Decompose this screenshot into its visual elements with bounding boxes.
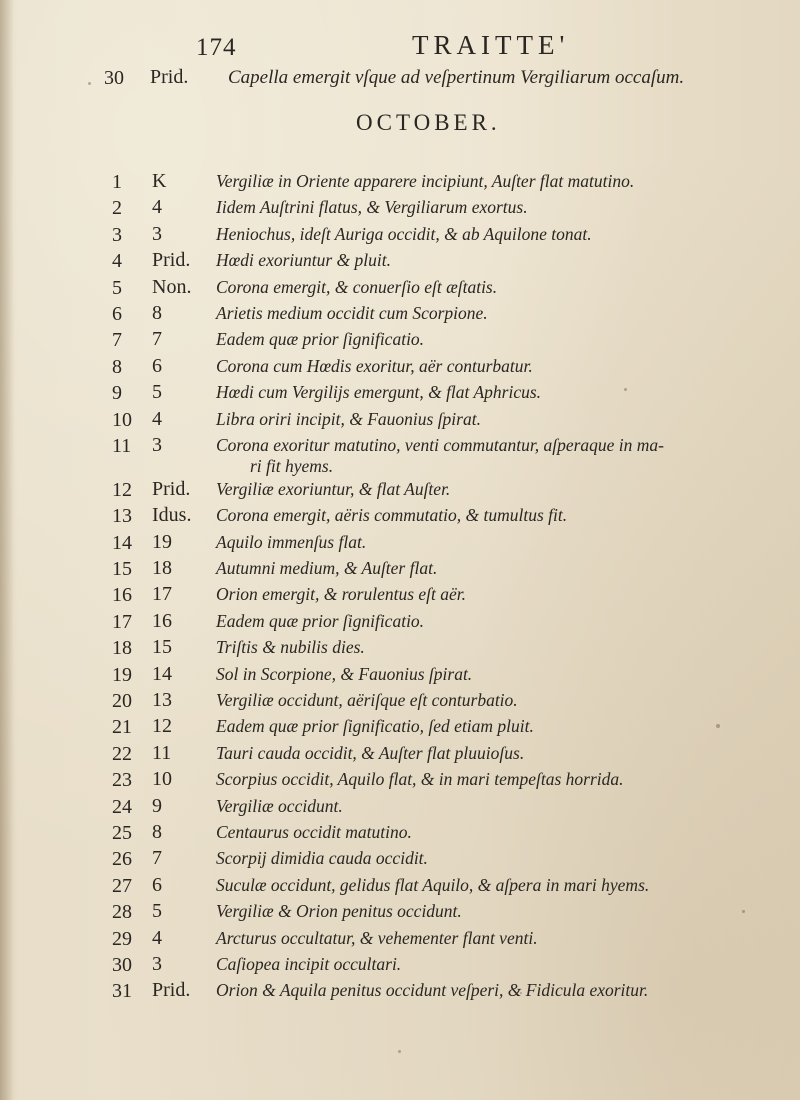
entry-roman-day: Idus. xyxy=(152,504,192,527)
entry-roman-day: 8 xyxy=(152,301,162,324)
entry-text: Scorpius occidit, Aquilo flat, & in mari tempeſtas horrida. xyxy=(216,769,624,790)
entry-text: Sol in Scorpione, & Fauonius ſpirat. xyxy=(216,663,473,684)
calendar-entry xyxy=(0,581,800,607)
entry-roman-day: 4 xyxy=(152,407,162,430)
calendar-entry xyxy=(0,898,800,924)
entry-roman-day: 16 xyxy=(152,609,172,632)
entry-text: Triſtis & nubilis dies. xyxy=(216,637,365,658)
entry-roman-day: 9 xyxy=(152,794,162,817)
entry-text: Heniochus, ideſt Auriga occidit, & ab Aquilone tonat. xyxy=(216,223,592,244)
entry-roman-day: 5 xyxy=(152,900,162,923)
entry-day-number: 27 xyxy=(112,874,132,897)
entry-roman-day: K xyxy=(152,170,167,192)
calendar-entry xyxy=(0,353,800,379)
calendar-entry xyxy=(0,247,800,273)
entry-day-number: 29 xyxy=(112,927,132,950)
entry-day-number: 4 xyxy=(112,250,122,273)
entry-day-number: 15 xyxy=(112,558,132,581)
entry-roman-day: 14 xyxy=(152,662,172,685)
calendar-entry xyxy=(0,168,800,194)
entry-roman-day: Prid. xyxy=(152,249,191,272)
entry-text: Corona emergit, & conuerſio eſt æſtatis. xyxy=(216,276,498,297)
page-header xyxy=(0,28,800,64)
entry-roman-day: 3 xyxy=(152,952,162,975)
entry-text xyxy=(216,435,776,477)
entry-text: Scorpij dimidia cauda occidit. xyxy=(216,848,428,869)
calendar-entry xyxy=(0,872,800,898)
calendar-entry xyxy=(0,951,800,977)
entry-roman-day: 4 xyxy=(152,926,162,949)
entry-day-number: 10 xyxy=(112,408,132,431)
entry-day-number: 16 xyxy=(112,584,132,607)
calendar-entry xyxy=(0,766,800,792)
entry-text: Arcturus occultatur, & vehementer flant venti. xyxy=(216,927,538,948)
entry-text: Iidem Auſtrini flatus, & Vergiliarum exortus. xyxy=(216,197,528,218)
entry-text: Centaurus occidit matutino. xyxy=(216,821,412,842)
calendar-entry xyxy=(0,326,800,352)
entry-day-number: 18 xyxy=(112,637,132,660)
calendar-entry xyxy=(0,661,800,687)
entry-text-continuation: ri fit hyems. xyxy=(250,455,334,476)
calendar-entry xyxy=(0,555,800,581)
entry-text: Vergiliæ & Orion penitus occidunt. xyxy=(216,901,462,922)
entry-text: Eadem quæ prior ſignificatio. xyxy=(216,329,425,350)
entry-day-number: 1 xyxy=(112,171,122,193)
entry-text: Hœdi exoriuntur & pluit. xyxy=(216,250,391,271)
entry-roman-day: 10 xyxy=(152,768,172,791)
calendar-entry xyxy=(0,432,800,476)
entry-text: Vergiliæ occidunt. xyxy=(216,795,343,816)
entry-roman-day: 7 xyxy=(152,847,162,870)
calendar-entry xyxy=(0,502,800,528)
entry-text: Aquilo immenſus flat. xyxy=(216,531,367,552)
entry-text: Caſiopea incipit occultari. xyxy=(216,953,402,974)
entry-text: Tauri cauda occidit, & Auſter flat pluuioſus. xyxy=(216,742,525,763)
calendar-entry xyxy=(0,300,800,326)
entry-roman-day: 17 xyxy=(152,583,172,606)
calendar-entry xyxy=(0,194,800,220)
entry-text: Vergiliæ occidunt, aëriſque eſt conturbatio. xyxy=(216,690,518,711)
calendar-entry xyxy=(0,793,800,819)
entry-roman-day: Non. xyxy=(152,275,192,298)
entry-day-number: 24 xyxy=(112,795,132,818)
entry-text: Hœdi cum Vergilijs emergunt, & flat Aphricus. xyxy=(216,382,542,403)
calendar-entry xyxy=(0,476,800,502)
calendar-entries xyxy=(0,168,800,1004)
entry-day-number: 13 xyxy=(112,505,132,528)
entry-roman-day: Prid. xyxy=(152,477,191,500)
paper-speck xyxy=(398,1050,401,1053)
entry-text: Corona emergit, aëris commutatio, & tumultus fit. xyxy=(216,505,568,526)
calendar-entry xyxy=(0,740,800,766)
entry-day-number: 17 xyxy=(112,610,132,633)
entry-day-number: 25 xyxy=(112,821,132,844)
entry-day-number: 12 xyxy=(112,478,132,501)
entry-day-number: 14 xyxy=(112,531,132,554)
entry-day-number: 22 xyxy=(112,742,132,765)
entry-text: Capella emergit vſque ad veſpertinum Vergiliarum occaſum. xyxy=(228,67,685,88)
entry-roman-day: 3 xyxy=(152,222,162,245)
calendar-entry xyxy=(0,379,800,405)
entry-roman-day: 4 xyxy=(152,196,162,219)
entry-day-number: 9 xyxy=(112,382,122,405)
entry-day-number: 2 xyxy=(112,197,122,220)
entry-roman-day: 6 xyxy=(152,354,162,377)
calendar-entry xyxy=(0,687,800,713)
entry-day-number: 7 xyxy=(112,329,122,352)
entry-day-number: 3 xyxy=(112,223,122,246)
entry-text: Autumni medium, & Auſter flat. xyxy=(216,558,438,579)
entry-text: Vergiliæ exoriuntur, & flat Auſter. xyxy=(216,478,451,499)
carryover-entry xyxy=(0,64,800,96)
calendar-entry xyxy=(0,406,800,432)
entry-text: Eadem quæ prior ſignificatio, ſed etiam pluit. xyxy=(216,716,534,737)
running-title: TRAITTE' xyxy=(412,30,570,60)
calendar-entry xyxy=(0,713,800,739)
entry-roman-day: 8 xyxy=(152,820,162,843)
entry-text: Libra oriri incipit, & Fauonius ſpirat. xyxy=(216,408,481,429)
entry-day-number: 23 xyxy=(112,769,132,792)
entry-text: Arietis medium occidit cum Scorpione. xyxy=(216,302,488,323)
entry-roman-day: 11 xyxy=(152,741,172,764)
entry-day-number: 11 xyxy=(112,434,132,457)
entry-roman-day: Prid. xyxy=(150,66,189,88)
entry-roman-day: 5 xyxy=(152,381,162,404)
entry-roman-day: 12 xyxy=(152,715,172,738)
calendar-entry xyxy=(0,221,800,247)
entry-day-number: 6 xyxy=(112,302,122,325)
entry-text-line: Corona exoritur matutino, venti commutantur, aſperaque in ma- xyxy=(216,434,664,455)
calendar-entry xyxy=(0,977,800,1003)
entry-roman-day: 6 xyxy=(152,873,162,896)
entry-day-number: 19 xyxy=(112,663,132,686)
entry-day-number: 21 xyxy=(112,716,132,739)
entry-text: Orion emergit, & rorulentus eſt aër. xyxy=(216,584,467,605)
entry-day-number: 30 xyxy=(112,953,132,976)
entry-text: Vergiliæ in Oriente apparere incipiunt, Auſter flat matutino. xyxy=(216,171,635,191)
calendar-entry xyxy=(0,608,800,634)
calendar-entry xyxy=(0,845,800,871)
entry-roman-day: 3 xyxy=(152,433,162,456)
entry-roman-day: Prid. xyxy=(152,979,191,1002)
page-number: 174 xyxy=(196,34,237,61)
calendar-entry xyxy=(0,819,800,845)
entry-day-number: 30 xyxy=(104,67,124,89)
entry-roman-day: 13 xyxy=(152,689,172,712)
entry-roman-day: 19 xyxy=(152,530,172,553)
entry-day-number: 5 xyxy=(112,276,122,299)
entry-text: Eadem quæ prior ſignificatio. xyxy=(216,610,425,631)
entry-roman-day: 7 xyxy=(152,328,162,351)
entry-roman-day: 18 xyxy=(152,557,172,580)
entry-day-number: 26 xyxy=(112,848,132,871)
entry-text: Suculæ occidunt, gelidus flat Aquilo, & aſpera in mari hyems. xyxy=(216,874,650,895)
calendar-entry xyxy=(0,529,800,555)
month-heading: OCTOBER. xyxy=(356,110,501,135)
entry-text: Orion & Aquila penitus occidunt veſperi, & Fidicula exoritur. xyxy=(216,980,649,1001)
entry-day-number: 8 xyxy=(112,355,122,378)
calendar-entry xyxy=(0,274,800,300)
entry-day-number: 28 xyxy=(112,901,132,924)
entry-text: Corona cum Hœdis exoritur, aër conturbatur. xyxy=(216,355,533,376)
calendar-entry xyxy=(0,634,800,660)
calendar-entry xyxy=(0,925,800,951)
entry-day-number: 20 xyxy=(112,690,132,713)
entry-day-number: 31 xyxy=(112,980,132,1003)
entry-roman-day: 15 xyxy=(152,636,172,659)
